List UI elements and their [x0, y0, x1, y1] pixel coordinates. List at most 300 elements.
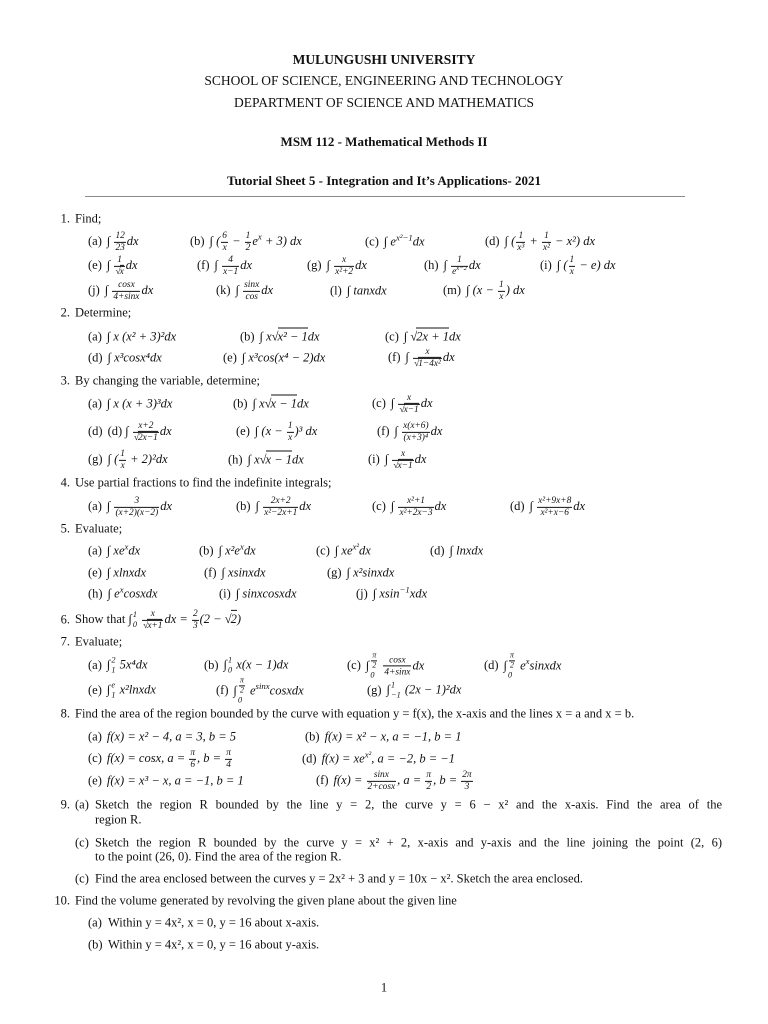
math-text: cosxdx [123, 586, 158, 601]
question-item [88, 730, 236, 745]
denominator [383, 666, 411, 678]
math-text: ∫ [443, 257, 451, 272]
item-label: (b) [199, 543, 214, 558]
denominator [451, 266, 468, 278]
math-text: ∫ x√ [247, 452, 267, 467]
fraction [398, 393, 419, 415]
math-text: ∫ x³cos(x⁴ − 2)dx [241, 350, 326, 365]
math-text: 1 [569, 254, 575, 265]
math-text: ∫ xsin [372, 586, 400, 601]
radicand: x [119, 267, 124, 277]
question-item [219, 587, 297, 602]
math-text: dx [412, 657, 425, 672]
integral-limits [133, 610, 137, 631]
math-text: dx [297, 396, 309, 411]
math-expression [347, 566, 395, 580]
math-text: (2x − 1)²dx [401, 682, 462, 697]
item-label: (f) [197, 257, 210, 272]
math-text: 1 [111, 666, 116, 675]
math-expression [386, 680, 462, 700]
math-text: dx [449, 329, 461, 344]
fraction [225, 748, 232, 770]
math-expression [106, 541, 141, 558]
math-text: dx [573, 498, 586, 513]
math-text: x−2 [456, 265, 467, 273]
item-label: (e) [88, 257, 102, 272]
question-text: Evaluate; [75, 634, 123, 649]
numerator [400, 449, 406, 460]
numerator [517, 231, 524, 242]
numerator [543, 231, 550, 242]
fraction [221, 231, 228, 253]
math-expression [529, 495, 586, 518]
math-text: x²−2x+1 [264, 508, 298, 518]
math-text: dx [434, 498, 447, 513]
math-expression [254, 420, 318, 443]
denominator [142, 620, 163, 632]
denominator [516, 242, 525, 254]
math-text: x [257, 231, 262, 242]
math-text: ∫ [384, 451, 392, 466]
math-text: 2 [245, 243, 251, 253]
math-expression [106, 254, 138, 277]
numerator [243, 280, 260, 291]
question-text: Determine; [75, 305, 132, 320]
math-text: x²+2x−3 [399, 508, 433, 518]
math-text: x+2 [138, 420, 154, 431]
fraction [537, 496, 572, 518]
radicand: x+1 [147, 621, 163, 631]
math-text: dx [430, 423, 443, 438]
numerator [406, 496, 426, 507]
math-text: 1 [245, 230, 251, 241]
math-text: ∫ [106, 682, 111, 697]
math-expression [404, 330, 461, 344]
math-expression [372, 584, 428, 601]
numerator [114, 231, 125, 242]
lower-limit [228, 666, 232, 676]
numerator [270, 496, 292, 507]
math-text: 4+sinx [113, 292, 140, 302]
numerator [245, 231, 252, 242]
question-item [88, 421, 172, 443]
math-text: e [516, 657, 526, 672]
math-text: dx [412, 234, 425, 249]
item-label: (g) [88, 451, 103, 466]
math-text: dx [355, 257, 367, 272]
math-text: x² [352, 541, 360, 552]
math-text: ∫ xe [106, 543, 125, 558]
math-text: 4+sinx [384, 667, 411, 677]
question-text: Find the area of the region bounded by the curve with equation y = f(x), the x-axis and the lines x = a and x = b. [75, 706, 635, 721]
math-text: 2 [510, 660, 514, 670]
item-label: (a) [88, 729, 102, 744]
math-expression [443, 254, 481, 277]
item-label: (j) [356, 586, 368, 601]
question-text: By changing the variable, determine; [75, 373, 261, 388]
item-label: (c) [372, 395, 386, 410]
math-expression [106, 655, 148, 675]
math-text: 3 [134, 495, 140, 506]
item-label: (b) [305, 729, 320, 744]
item-label: (f) [388, 349, 401, 364]
denominator [243, 291, 260, 303]
header-rule [85, 196, 685, 197]
fraction [243, 280, 260, 302]
integral-limits [391, 681, 401, 702]
item-label: (d) [88, 423, 103, 438]
question-item [377, 421, 442, 443]
math-text: dx [243, 543, 256, 558]
math-text: x [342, 254, 347, 265]
math-text: ∫ xe [334, 543, 353, 558]
math-text: 1 [518, 230, 524, 241]
upper-limit [238, 676, 246, 695]
question-number: 10. [54, 893, 70, 908]
math-expression [75, 609, 241, 631]
question-item [88, 280, 153, 302]
university-name: MULUNGUSHI UNIVERSITY [292, 51, 476, 67]
math-text: x²+x−6 [540, 508, 569, 518]
math-text: dx [307, 329, 320, 344]
question-item [347, 651, 424, 680]
fraction [334, 255, 354, 277]
math-expression [383, 232, 425, 249]
math-text: 1 [111, 691, 116, 700]
item-label: (a) [88, 543, 102, 558]
math-text: x²+2 [335, 267, 354, 277]
math-text: + [526, 233, 541, 248]
numerator [117, 280, 136, 291]
item-label: (g) [327, 565, 342, 580]
math-expression [326, 254, 367, 277]
math-expression [365, 650, 425, 680]
math-text: f(x) = x² − x, a = −1, b = 1 [324, 729, 462, 744]
superscript [396, 232, 413, 242]
math-text: x [239, 541, 244, 552]
item-label: (d) [302, 751, 317, 766]
math-text: + 3) dx [261, 233, 302, 248]
math-text: π [226, 747, 231, 758]
question-item [443, 280, 525, 302]
integral-limits [238, 676, 246, 705]
math-text: √ [393, 461, 399, 471]
math-text: ∫ tanxdx [346, 283, 387, 298]
item-text-line: Within y = 4x², x = 0, y = 16 about x-axis. [108, 915, 320, 930]
question-item [540, 255, 616, 277]
math-text: 1 [544, 230, 549, 241]
math-text: ∫ [326, 257, 334, 272]
numerator [221, 231, 228, 242]
radicand: x−1 [397, 461, 413, 471]
math-expression [450, 544, 484, 558]
question-item [485, 231, 595, 253]
item-label: (h) [88, 586, 103, 601]
item-label: (l) [330, 283, 342, 298]
denominator [119, 460, 126, 472]
question-item [385, 330, 461, 345]
item-label: (c) [75, 835, 89, 850]
denominator [287, 432, 294, 444]
math-text: cosx [118, 279, 135, 290]
math-text: x²−1 [395, 232, 413, 243]
numerator [424, 347, 430, 358]
math-expression [106, 680, 156, 700]
math-expression [107, 330, 176, 344]
integral-limits [111, 681, 115, 702]
question-item [510, 496, 585, 518]
math-expression [107, 448, 168, 471]
math-text: ∫ e [107, 586, 120, 601]
math-text: − [228, 233, 244, 248]
question-item [368, 449, 426, 471]
math-text: x [499, 292, 504, 302]
math-text: 6 [190, 760, 195, 770]
denominator [537, 507, 572, 519]
math-text: f(x) = xe [321, 751, 365, 766]
denominator [221, 242, 228, 254]
question-item [216, 676, 304, 705]
sheet-title: Tutorial Sheet 5 - Integration and It’s Applications- 2021 [227, 173, 541, 189]
question-item [88, 541, 141, 559]
item-label: (i) [219, 586, 231, 601]
item-label: (c) [385, 329, 399, 344]
fraction [245, 231, 252, 253]
math-text: ∫ [390, 498, 398, 513]
denominator [398, 507, 433, 519]
fraction [498, 280, 505, 302]
math-text: 2 [239, 685, 244, 695]
math-text: x [425, 346, 430, 357]
denominator [509, 660, 515, 670]
question-item [223, 351, 325, 366]
denominator [222, 266, 239, 278]
question-text: Find the volume generated by revolving the given plane about the given line [75, 893, 457, 908]
math-expression [384, 448, 427, 471]
math-text: ∫ ( [504, 233, 516, 248]
math-text: dx [125, 257, 138, 272]
item-label: (d) [430, 543, 445, 558]
item-text-line: to the point (26, 0). Find the area of the region R. [95, 849, 342, 864]
math-text: ∫ x√ [259, 329, 279, 344]
fraction [287, 421, 294, 443]
math-text: ∫ [128, 611, 132, 626]
math-text: x(x+6) [403, 420, 429, 431]
math-text: ∫ x³cosx⁴dx [107, 350, 162, 365]
numerator [402, 421, 430, 432]
math-text: 1 [120, 448, 125, 459]
item-label: (d) [510, 498, 525, 513]
math-text: x² [542, 243, 550, 253]
math-text: dx [141, 282, 154, 297]
fraction [371, 651, 377, 670]
math-expression [390, 495, 447, 518]
math-text: 0 [228, 666, 233, 675]
math-text: dx = [164, 611, 191, 626]
math-expression [209, 230, 302, 253]
math-text: 12 [115, 230, 125, 241]
school-name: SCHOOL OF SCIENCE, ENGINEERING AND TECHNOLOGY [204, 72, 564, 88]
item-label: (b) [190, 233, 205, 248]
item-label: (b) [233, 396, 248, 411]
plain-text: Show that [75, 611, 129, 626]
question-number: 7. [60, 634, 70, 649]
math-text: ∫ (x − [254, 423, 286, 438]
denominator [112, 291, 140, 303]
question-item [88, 656, 148, 677]
question-item [327, 566, 394, 581]
fraction [392, 449, 413, 471]
question-item [236, 421, 317, 443]
question-item [216, 280, 273, 302]
denominator [398, 404, 419, 416]
denominator [569, 266, 576, 278]
item-label: (c) [347, 657, 361, 672]
item-label: (j) [88, 282, 100, 297]
question-item [388, 347, 455, 369]
integral-limits [228, 656, 232, 677]
math-expression [405, 346, 455, 369]
question-item [233, 397, 309, 412]
fraction [509, 651, 515, 670]
math-text: 2π [462, 769, 472, 780]
numerator [569, 255, 576, 266]
item-label: (f) [204, 565, 217, 580]
math-text: 0 [370, 670, 375, 680]
item-text-line: Within y = 4x², x = 0, y = 16 about y-axis. [108, 937, 320, 952]
math-text: ∫ [104, 282, 112, 297]
denominator [114, 507, 159, 519]
fraction [119, 449, 126, 471]
math-expression [390, 392, 433, 415]
item-label: (k) [216, 282, 231, 297]
upper-limit [111, 681, 115, 691]
question-text: Evaluate; [75, 521, 123, 536]
denominator [425, 781, 432, 793]
question-item [305, 730, 461, 745]
lower-limit [370, 670, 378, 680]
math-text: √ [143, 621, 149, 631]
math-text: 6 [222, 230, 227, 241]
math-text: 2 [372, 660, 377, 670]
math-text: e [111, 680, 115, 690]
question-item [228, 453, 304, 468]
math-text: 0 [237, 695, 243, 705]
item-label: (c) [75, 871, 89, 886]
fraction [112, 280, 140, 302]
math-text: dx [160, 498, 173, 513]
denominator [413, 358, 442, 370]
math-text: ∫ lnxdx [449, 543, 484, 558]
item-label: (a) [88, 329, 102, 344]
item-label: (a) [88, 498, 102, 513]
denominator [114, 266, 124, 278]
math-text: 1 [132, 609, 138, 619]
math-expression [106, 230, 139, 253]
fraction [398, 496, 433, 518]
radicand: 2x−1 [137, 433, 158, 443]
math-expression [321, 749, 455, 766]
math-text: ∫ [394, 423, 402, 438]
integral-limits [508, 651, 516, 680]
department-name: DEPARTMENT OF SCIENCE AND MATHEMATICS [234, 94, 534, 110]
lower-limit [111, 666, 115, 676]
numerator [341, 255, 347, 266]
question-item [365, 232, 425, 250]
math-text: ∫ [255, 498, 263, 513]
math-text: ∫ [365, 657, 370, 672]
numerator [371, 651, 377, 660]
denominator [133, 432, 159, 444]
fraction [413, 347, 442, 369]
math-text: x [124, 541, 129, 552]
math-text: ∫ [214, 257, 222, 272]
question-item [190, 231, 302, 253]
question-item [316, 541, 371, 559]
math-text: e [252, 233, 258, 248]
math-text: 3 [464, 782, 470, 792]
denominator [225, 759, 232, 771]
math-text: 1 [391, 680, 396, 690]
question-item [424, 255, 481, 277]
math-text: 1 [287, 420, 293, 431]
radicand: x² − 1 [277, 329, 308, 344]
radicand: x − 1 [270, 396, 298, 411]
item-label: (e) [236, 423, 250, 438]
item-label: (c) [365, 234, 379, 249]
lower-limit [133, 620, 137, 630]
denominator [461, 781, 472, 793]
lower-limit [508, 670, 516, 680]
math-text: dx [292, 452, 304, 467]
math-expression [106, 495, 173, 518]
math-expression [107, 397, 173, 411]
math-text: π [510, 650, 514, 660]
question-number: 2. [60, 305, 70, 320]
question-item [484, 651, 561, 680]
math-text: , b = [197, 750, 225, 765]
item-label: (b) [240, 329, 255, 344]
denominator [392, 460, 413, 472]
question-number: 9. [60, 797, 70, 812]
math-expression [248, 453, 304, 467]
question-item [197, 255, 252, 277]
fraction [425, 770, 432, 792]
math-text: )³ dx [294, 423, 318, 438]
math-text: sinx [244, 279, 260, 290]
question-number: 1. [60, 211, 70, 226]
math-expression [242, 351, 325, 365]
item-label: (d) [88, 350, 103, 365]
item-text-line: Find the area enclosed between the curves y = 2x² + 3 and y = 10x − x². Sketch the area enclosed. [95, 871, 583, 886]
question-text: Find; [75, 211, 102, 226]
math-text: ∫ x²sinxdx [346, 565, 395, 580]
upper-limit [391, 681, 401, 691]
question-item [240, 330, 320, 345]
math-text: dx [359, 543, 371, 558]
math-text: ) dx [505, 282, 525, 297]
math-expression [255, 495, 312, 518]
item-text-line: Sketch the region R bounded by the curve y = x² + 2, x-axis and y-axis and the line joining the point (2, 6) [95, 835, 722, 850]
math-text: ∫ [386, 682, 391, 697]
denominator [334, 266, 354, 278]
integral-limits [111, 656, 115, 677]
math-text: √ [133, 433, 139, 443]
item-text-line: region R. [95, 812, 142, 827]
question-item [88, 748, 233, 770]
math-text: x² [364, 749, 372, 760]
math-expression [108, 351, 162, 365]
